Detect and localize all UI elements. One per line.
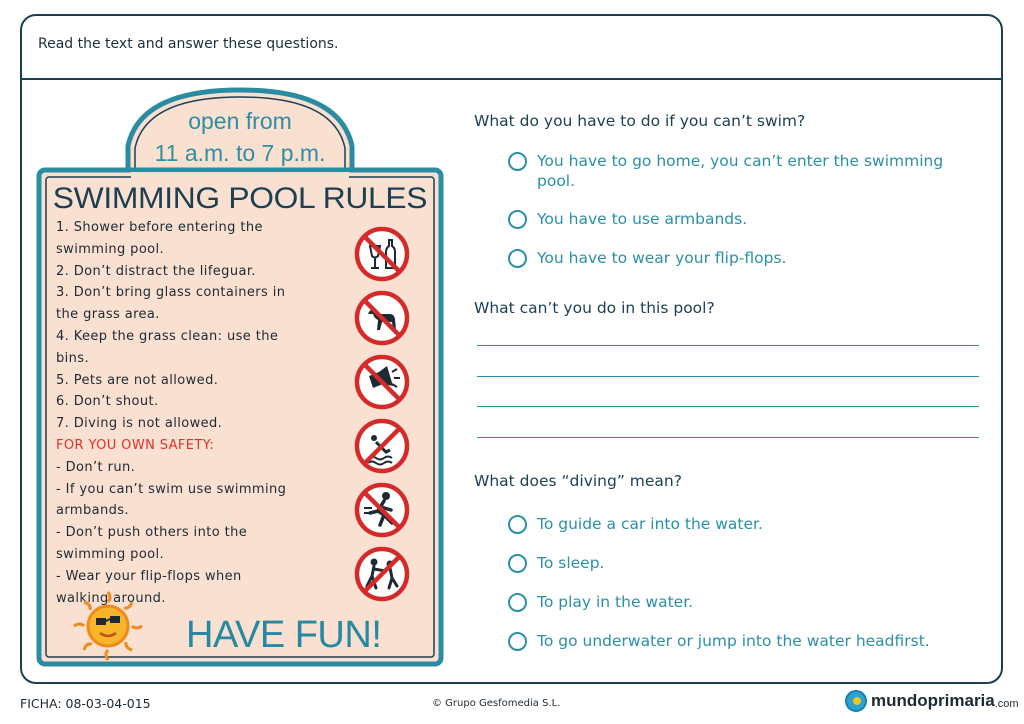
rule-line: - Don’t run. xyxy=(56,459,136,475)
rule-line: - If you can’t swim use swimming xyxy=(56,481,287,497)
q1-option-2[interactable] xyxy=(508,209,978,229)
option-label: You have to wear your flip-flops. xyxy=(537,249,787,267)
radio-button[interactable] xyxy=(508,152,527,171)
radio-button[interactable] xyxy=(508,593,527,612)
rule-line: 7. Diving is not allowed. xyxy=(56,416,223,432)
no-dogs-icon xyxy=(354,290,410,346)
question-2: What can’t you do in this pool? xyxy=(474,299,715,317)
opening-hours-line2: 11 a.m. to 7 p.m. xyxy=(154,140,326,166)
answer-line[interactable] xyxy=(477,437,979,438)
sun-icon xyxy=(68,586,148,666)
rule-line: - Wear your flip-flops when xyxy=(56,568,242,584)
rule-line: swimming pool. xyxy=(56,546,165,562)
header-divider xyxy=(22,78,1001,80)
rule-line: the grass area. xyxy=(56,307,160,323)
rule-line: bins. xyxy=(56,350,90,366)
no-shouting-icon xyxy=(354,354,410,410)
opening-hours-line1: open from xyxy=(188,108,292,134)
no-pushing-icon xyxy=(354,546,410,602)
sign-title: SWIMMING POOL RULES xyxy=(52,182,428,215)
instructions: Read the text and answer these questions. xyxy=(38,36,339,52)
radio-button[interactable] xyxy=(508,554,527,573)
copyright: © Grupo Gesfomedia S.L. xyxy=(432,698,561,709)
option-label: To guide a car into the water. xyxy=(537,515,763,533)
logo-name: mundoprimaria xyxy=(871,691,995,710)
answer-line[interactable] xyxy=(477,345,979,346)
answer-line[interactable] xyxy=(477,376,979,377)
rule-line: 1. Shower before entering the xyxy=(56,220,263,235)
q3-option-3[interactable] xyxy=(508,592,978,612)
question-1: What do you have to do if you can’t swim? xyxy=(474,112,806,130)
option-label: To sleep. xyxy=(537,554,605,572)
radio-button[interactable] xyxy=(508,515,527,534)
rule-line: swimming pool. xyxy=(56,241,165,257)
option-label: You have to use armbands. xyxy=(537,210,748,228)
no-diving-icon xyxy=(354,418,410,474)
radio-button[interactable] xyxy=(508,632,527,651)
q3-option-2[interactable] xyxy=(508,553,978,573)
rule-line: 5. Pets are not allowed. xyxy=(56,372,219,388)
rule-line: 3. Don’t bring glass containers in xyxy=(56,285,286,301)
worksheet-code: FICHA: 08-03-04-015 xyxy=(20,696,151,711)
radio-button[interactable] xyxy=(508,249,527,268)
rule-line: walking around. xyxy=(56,590,166,606)
q1-option-1[interactable] xyxy=(508,151,978,191)
safety-heading: FOR YOU OWN SAFETY: xyxy=(56,437,215,453)
rule-line: - Don’t push others into the xyxy=(56,525,248,541)
q3-option-1[interactable] xyxy=(508,514,978,534)
option-label: To go underwater or jump into the water headfirst. xyxy=(537,632,930,650)
no-running-icon xyxy=(354,482,410,538)
q1-option-3[interactable] xyxy=(508,248,978,268)
answer-line[interactable] xyxy=(477,406,979,407)
logo-suffix: .com xyxy=(994,697,1019,710)
rules-list xyxy=(56,217,346,609)
radio-button[interactable] xyxy=(508,210,527,229)
option-label: You have to go home, you can’t enter the swimming pool. xyxy=(537,152,944,190)
rule-line: 6. Don’t shout. xyxy=(56,394,159,410)
option-label: To play in the water. xyxy=(537,593,694,611)
rule-line: 4. Keep the grass clean: use the xyxy=(56,328,279,344)
no-glass-icon xyxy=(354,226,410,282)
pool-rules-sign xyxy=(36,86,444,668)
question-3: What does “diving” mean? xyxy=(474,472,682,490)
rule-line: 2. Don’t distract the lifeguar. xyxy=(56,263,256,279)
have-fun-text: HAVE FUN! xyxy=(186,614,382,656)
logo-globe-icon xyxy=(845,690,867,712)
q3-option-4[interactable] xyxy=(508,631,978,651)
site-logo[interactable] xyxy=(845,690,1019,712)
rule-line: armbands. xyxy=(56,503,129,519)
